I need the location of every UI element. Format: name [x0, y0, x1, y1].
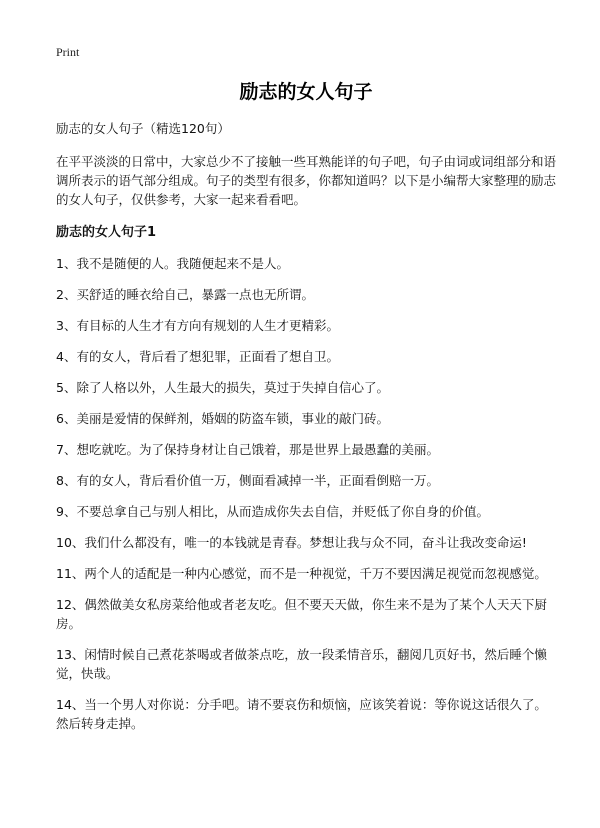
section-heading: 励志的女人句子1 [56, 225, 157, 240]
quote-item: 2、买舒适的睡衣给自己，暴露一点也无所谓。 [56, 287, 314, 302]
quote-item: 11、两个人的适配是一种内心感觉，而不是一种视觉，千万不要因满足视觉而忽视感觉。 [56, 566, 547, 581]
quote-item: 3、有目标的人生才有方向有规划的人生才更精彩。 [56, 318, 339, 333]
intro-paragraph: 在平平淡淡的日常中，大家总少不了接触一些耳熟能详的句子吧，句子由词或词组部分和语调所表示的语气部分组成。句子的类型有很多，你都知道吗？以下是小编帮大家整理的励志的女人句子，仅供参考，大家一起来看看吧。 [56, 154, 557, 207]
print-link[interactable]: Print [56, 45, 80, 59]
page-title: 励志的女人句子 [239, 81, 373, 103]
quote-item: 14、当一个男人对你说：分手吧。请不要哀伤和烦恼，应该笑着说：等你说这话很久了。然后转身走掉。 [56, 697, 547, 731]
quote-item: 5、除了人格以外，人生最大的损失，莫过于失掉自信心了。 [56, 380, 389, 395]
quote-item: 6、美丽是爱情的保鲜剂，婚姻的防盗车锁，事业的敲门砖。 [56, 411, 389, 426]
quote-item: 7、想吃就吃。为了保持身材让自己饿着，那是世界上最愚蠢的美丽。 [56, 442, 439, 457]
quote-item: 13、闲情时候自己煮花茶喝或者做茶点吃，放一段柔情音乐，翻阅几页好书，然后睡个懒觉，快哉。 [56, 647, 547, 681]
quote-item: 10、我们什么都没有，唯一的本钱就是青春。梦想让我与众不同，奋斗让我改变命运! [56, 535, 527, 550]
quote-item: 8、有的女人，背后看价值一万，侧面看减掉一半，正面看倒赔一万。 [56, 473, 439, 488]
quote-list [56, 254, 556, 733]
quote-item: 1、我不是随便的人。我随便起来不是人。 [56, 256, 289, 271]
quote-item: 4、有的女人，背后看了想犯罪，正面看了想自卫。 [56, 349, 339, 364]
quote-item: 9、不要总拿自己与别人相比，从而造成你失去自信，并贬低了你自身的价值。 [56, 504, 489, 519]
quote-item: 12、偶然做美女私房菜给他或者老友吃。但不要天天做，你生来不是为了某个人天天下厨房。 [56, 597, 547, 631]
article-subtitle: 励志的女人句子（精选120句） [56, 121, 230, 136]
